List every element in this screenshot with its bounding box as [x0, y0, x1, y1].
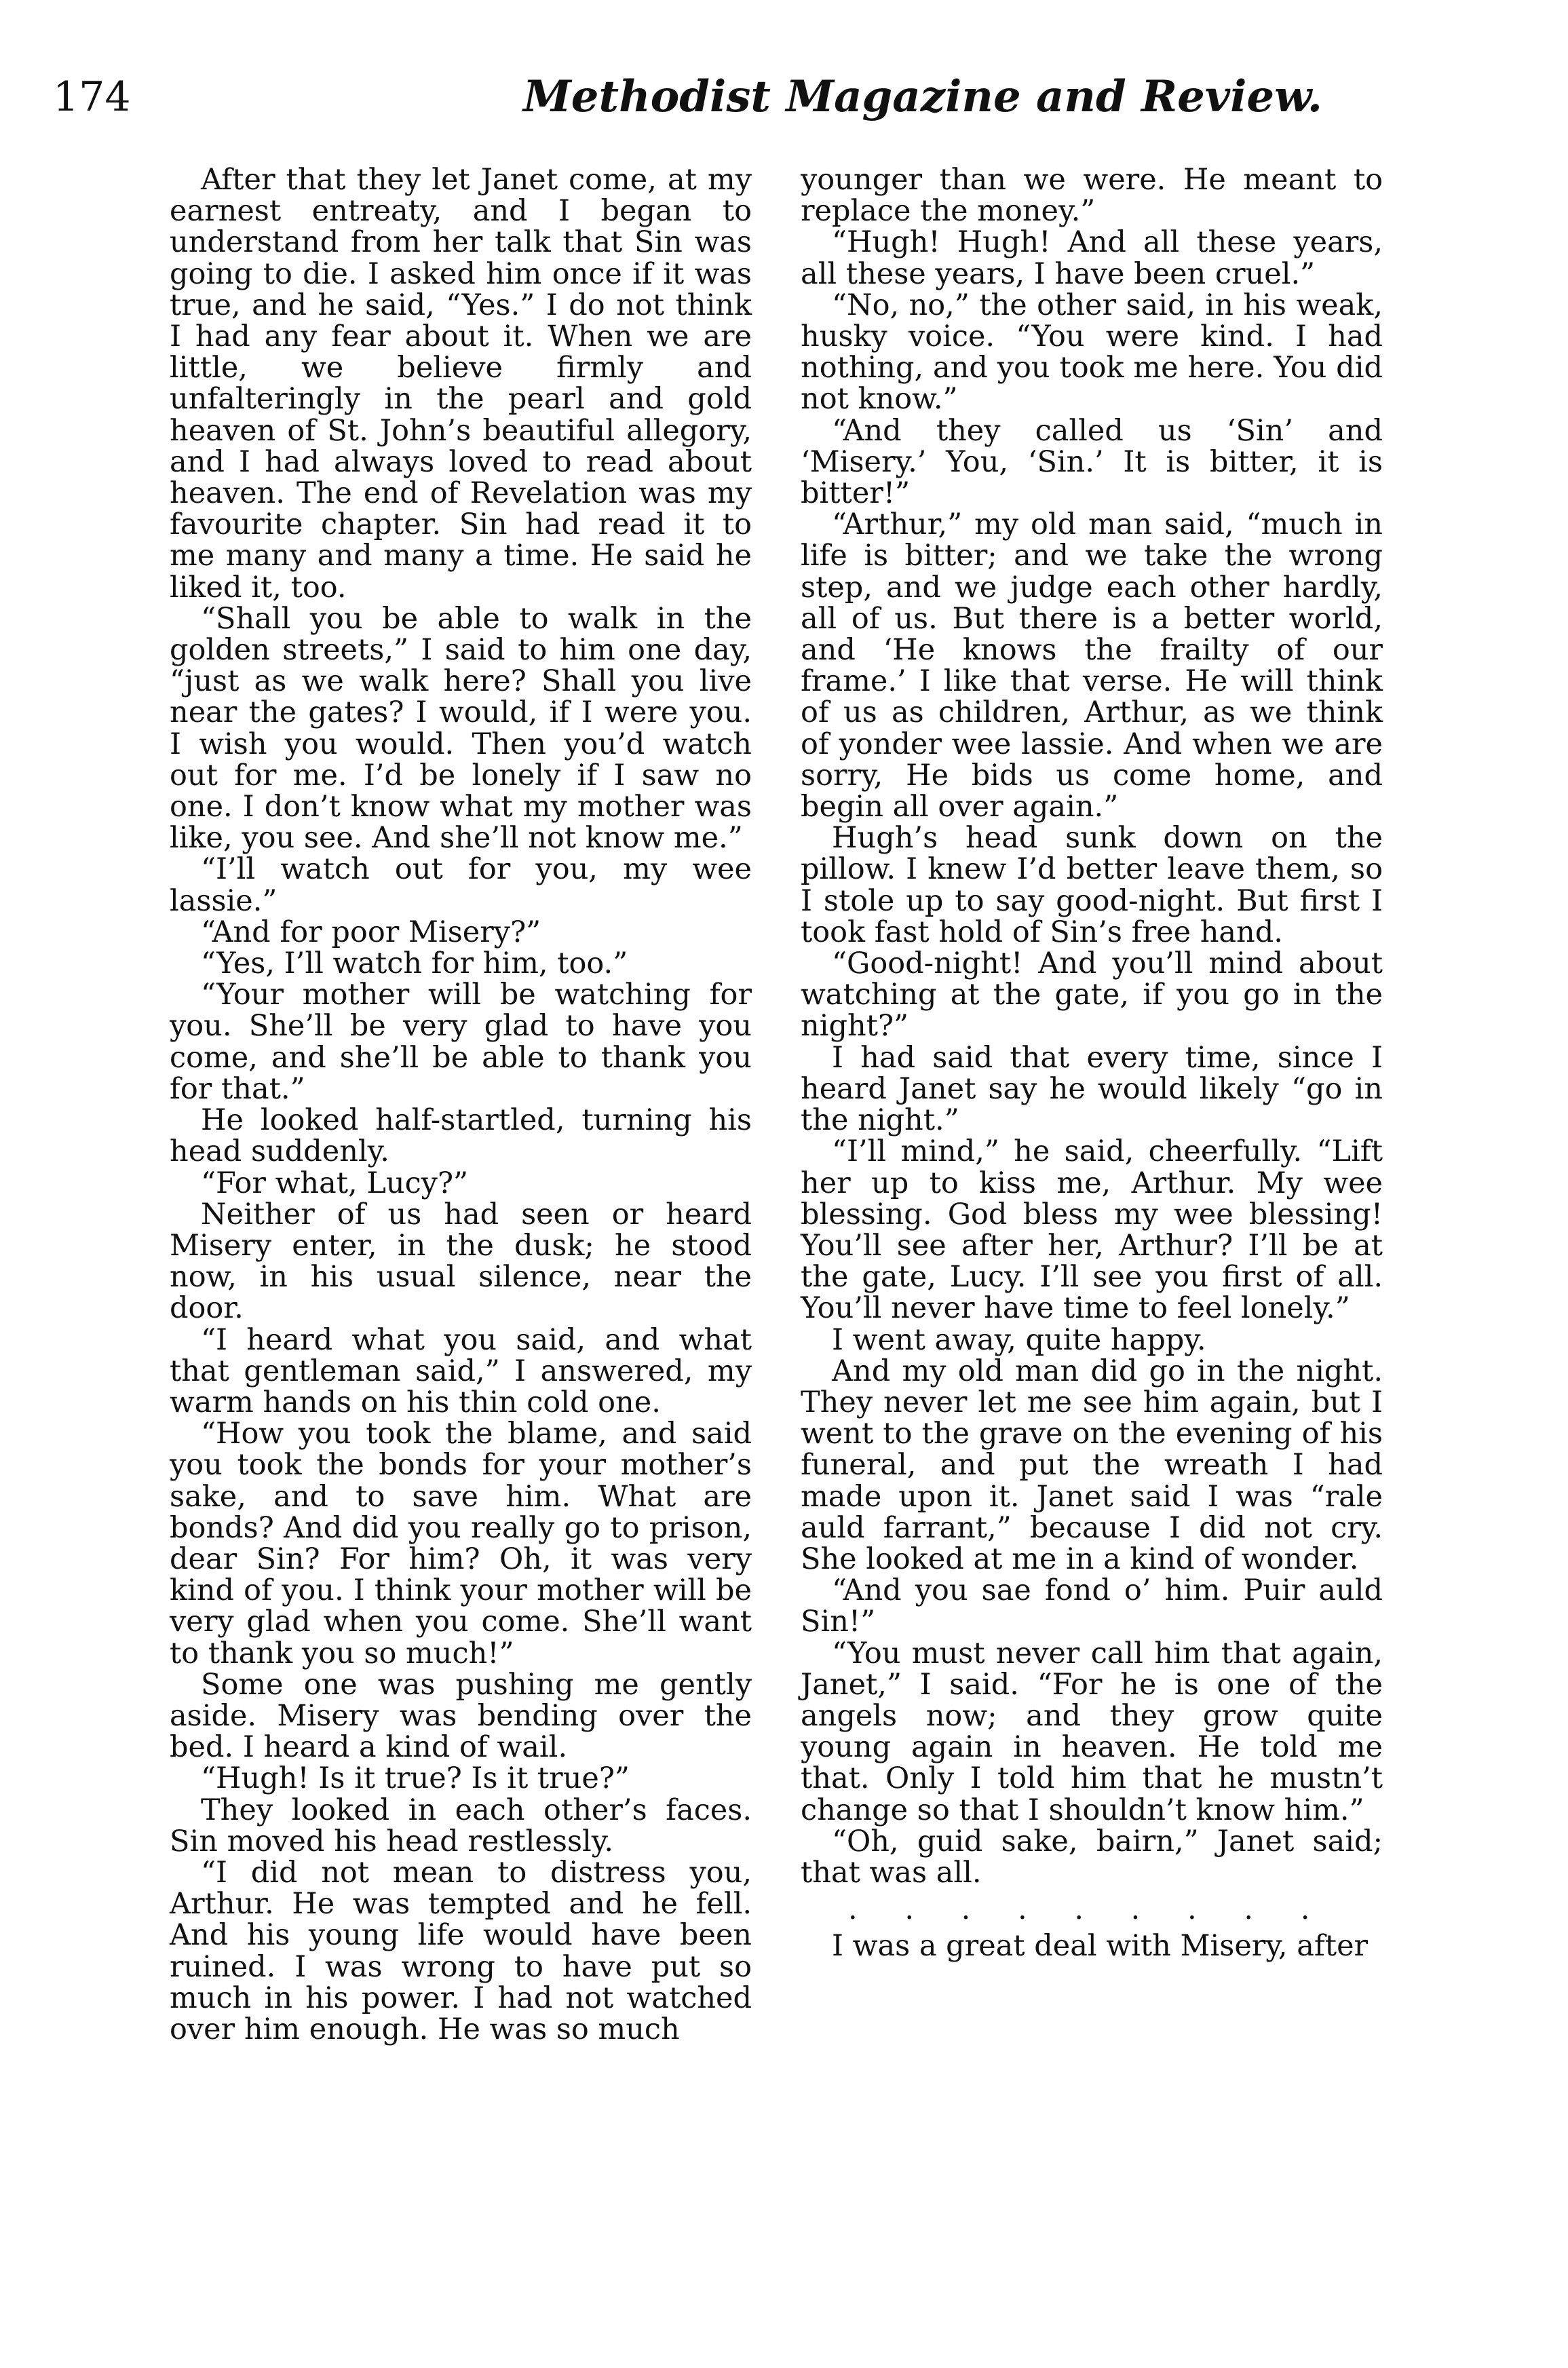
- page-number: 174: [53, 73, 131, 121]
- paragraph: Some one was pushing me gently aside. Misery was bending over the bed. I heard a kind of wail.: [170, 1667, 752, 1765]
- paragraph: “You must never call him that again, Janet,” I said. “For he is one of the angels now; and they grow quite young again in heaven. He told me that. Only I told him that he mustn’t change so that I shouldn’t know him.”: [801, 1636, 1383, 1827]
- paragraph: I was a great deal with Misery, after: [832, 1929, 1369, 1964]
- paragraph: “And for poor Misery?”: [201, 915, 541, 949]
- paragraph: Hugh’s head sunk down on the pillow. I knew I’d better leave them, so I stole up to say good-night. But first I took fast hold of Sin’s free hand.: [801, 821, 1383, 949]
- paragraph: “Arthur,” my old man said, “much in life is bitter; and we take the wrong step, and we judge each other hardly, all of us. But there is a better world, and ‘He knows the frailty of our frame.’ I like that verse. He will think of us as children, Arthur, as we think of yonder wee lassie. And when we are sorry, He bids us come home, and begin all over again.”: [801, 508, 1383, 824]
- left-column: [170, 164, 752, 2045]
- paragraph: “I heard what you said, and what that gentleman said,” I answered, my warm hands on his thin cold one.: [170, 1322, 752, 1419]
- paragraph: “Yes, I’ll watch for him, too.”: [201, 947, 628, 981]
- paragraph: “Hugh! Hugh! And all these years, all these years, I have been cruel.”: [801, 225, 1383, 291]
- paragraph: “Oh, guid sake, bairn,” Janet said; that was all.: [801, 1824, 1383, 1890]
- paragraph: He looked half-startled, turning his head suddenly.: [170, 1103, 752, 1169]
- running-title: Methodist Magazine and Review.: [522, 71, 1323, 122]
- paragraph: “Your mother will be watching for you. She’ll be very glad to have you come, and she’ll be able to thank you for that.”: [170, 978, 752, 1106]
- paragraph: “Good-night! And you’ll mind about watching at the gate, if you go in the night?”: [801, 947, 1383, 1044]
- paragraph: “Shall you be able to walk in the golden streets,” I said to him one day, “just as we walk here? Shall you live near the gates? I would, if I were you. I wish you would. Then you’d watch out for me. I’d be lonely if I saw no one. I don’t know what my mother was like, you see. And she’ll not know me.”: [170, 601, 752, 856]
- paragraph: “I’ll mind,” he said, cheerfully. “Lift her up to kiss me, Arthur. My wee blessing. God bless my wee blessing! You’ll see after her, Arthur? I’ll be at the gate, Lucy. I’ll see you first of all. You’ll never have time to feel lonely.”: [801, 1134, 1383, 1326]
- paragraph: “How you took the blame, and said you took the bonds for your mother’s sake, and to save him. What are bonds? And did you really go to prison, dear Sin? For him? Oh, it was very kind of you. I think your mother will be very glad when you come. She’ll want to thank you so much!”: [170, 1417, 752, 1670]
- paragraph: “For what, Lucy?”: [201, 1166, 468, 1200]
- section-break-dots: . . . . . . . . .: [848, 1892, 1329, 1927]
- paragraph: I had said that every time, since I heard Janet say he would likely “go in the night.”: [801, 1040, 1383, 1138]
- paragraph: Neither of us had seen or heard Misery enter, in the dusk; he stood now, in his usual silence, near the door.: [170, 1197, 752, 1326]
- right-column: [801, 164, 1383, 1962]
- paragraph: “I did not mean to distress you, Arthur. He was tempted and he fell. And his young life would have been ruined. I was wrong to have put so much in his power. I had not watched over him enough. He was so much: [170, 1855, 752, 2046]
- paragraph: “And you sae fond o’ him. Puir auld Sin!”: [801, 1573, 1383, 1639]
- paragraph: I went away, quite happy.: [832, 1322, 1206, 1357]
- paragraph: After that they let Janet come, at my earnest entreaty, and I began to understand from her talk that Sin was going to die. I asked him once if it was true, and he said, “Yes.” I do not think I had any fear about it. When we are little, we believe firmly and unfalteringly in the pearl and gold heaven of St. John’s beautiful allegory, and I had always loved to read about heaven. The end of Revelation was my favourite chapter. Sin had read it to me many and many a time. He said he liked it, too.: [170, 163, 752, 605]
- page-header: [0, 66, 1568, 128]
- paragraph: “No, no,” the other said, in his weak, husky voice. “You were kind. I had nothing, and you took me here. You did not know.”: [801, 288, 1383, 417]
- paragraph: They looked in each other’s faces. Sin moved his head restlessly.: [170, 1793, 752, 1858]
- paragraph: younger than we were. He meant to replace the money.”: [801, 163, 1383, 229]
- paragraph: “I’ll watch out for you, my wee lassie.”: [170, 852, 752, 918]
- paragraph: And my old man did go in the night. They never let me see him again, but I went to the grave on the evening of his funeral, and put the wreath I had made upon it. Janet said I was “rale auld farrant,” because I did not cry. She looked at me in a kind of wonder.: [801, 1354, 1383, 1576]
- paragraph: “Hugh! Is it true? Is it true?”: [201, 1761, 630, 1796]
- paragraph: “And they called us ‘Sin’ and ‘Misery.’ You, ‘Sin.’ It is bitter, it is bitter!”: [801, 413, 1383, 511]
